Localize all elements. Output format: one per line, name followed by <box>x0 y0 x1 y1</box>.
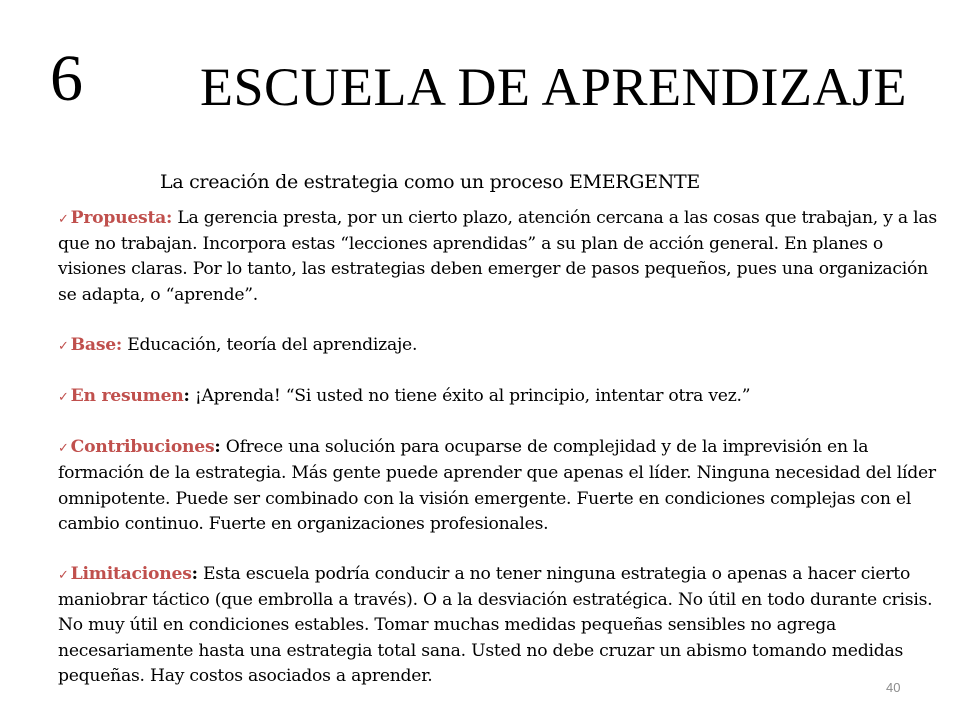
bullet-item-en-resumen <box>58 384 938 410</box>
bullet-text: La gerencia presta, por un cierto plazo, atención cercana a las cosas que trabajan, y a las que no trabajan. Incorpora estas “lecciones aprendidas” a su plan de acción general. En planes o visiones claras. Por lo tanto, las estrategias deben emerger de pasos pequeños, pues una organización se adapta, o “aprende”. <box>58 208 937 305</box>
slide-subtitle: La creación de estrategia como un proceso EMERGENTE <box>160 171 700 193</box>
bullet-item-base <box>58 333 938 359</box>
bullet-label: Contribuciones <box>70 437 215 458</box>
bullet-label-colon: : <box>183 386 190 407</box>
bullet-text: ¡Aprenda! “Si usted no tiene éxito al principio, intentar otra vez.” <box>189 386 751 407</box>
page-number: 40 <box>886 680 901 695</box>
bullet-text: Educación, teoría del aprendizaje. <box>122 334 418 355</box>
slide-section-number: 6 <box>50 42 83 115</box>
checkmark-icon: ✓ <box>58 390 69 406</box>
bullet-list <box>58 206 938 714</box>
bullet-item-contribuciones <box>58 435 938 537</box>
checkmark-icon: ✓ <box>58 212 69 227</box>
bullet-label: Propuesta: <box>70 208 173 228</box>
bullet-label-colon: : <box>214 437 221 458</box>
bullet-text: Esta escuela podría conducir a no tener ninguna estrategia o apenas a hacer cierto maniobrar táctico (que embrolla a través). O a la desviación estratégica. No útil en todo durante crisis. No muy útil en condiciones estables. Tomar muchas medidas pequeñas sensibles no agrega necesariamente hasta una estrategia total sana. Usted no debe cruzar un abismo tomando medidas pequeñas. Hay costos asociados a aprender. <box>58 564 933 686</box>
checkmark-icon: ✓ <box>58 338 69 354</box>
bullet-text: Ofrece una solución para ocuparse de complejidad y de la imprevisión en la formación de la estrategia. Más gente puede aprender que apenas el líder. Ninguna necesidad del líder omnipotente. Puede ser combinado con la visión emergente. Fuerte en condiciones complejas con el cambio continuo. Fuerte en organizaciones profesionales. <box>58 437 936 534</box>
bullet-label: En resumen <box>70 386 184 407</box>
slide-title: ESCUELA DE APRENDIZAJE <box>200 57 908 117</box>
bullet-label: Base: <box>70 334 123 355</box>
bullet-item-limitaciones <box>58 562 938 689</box>
bullet-label: Limitaciones <box>70 564 192 585</box>
bullet-item-propuesta <box>58 206 938 308</box>
checkmark-icon: ✓ <box>58 441 69 457</box>
checkmark-icon: ✓ <box>58 568 69 584</box>
bullet-label-colon: : <box>191 564 198 585</box>
